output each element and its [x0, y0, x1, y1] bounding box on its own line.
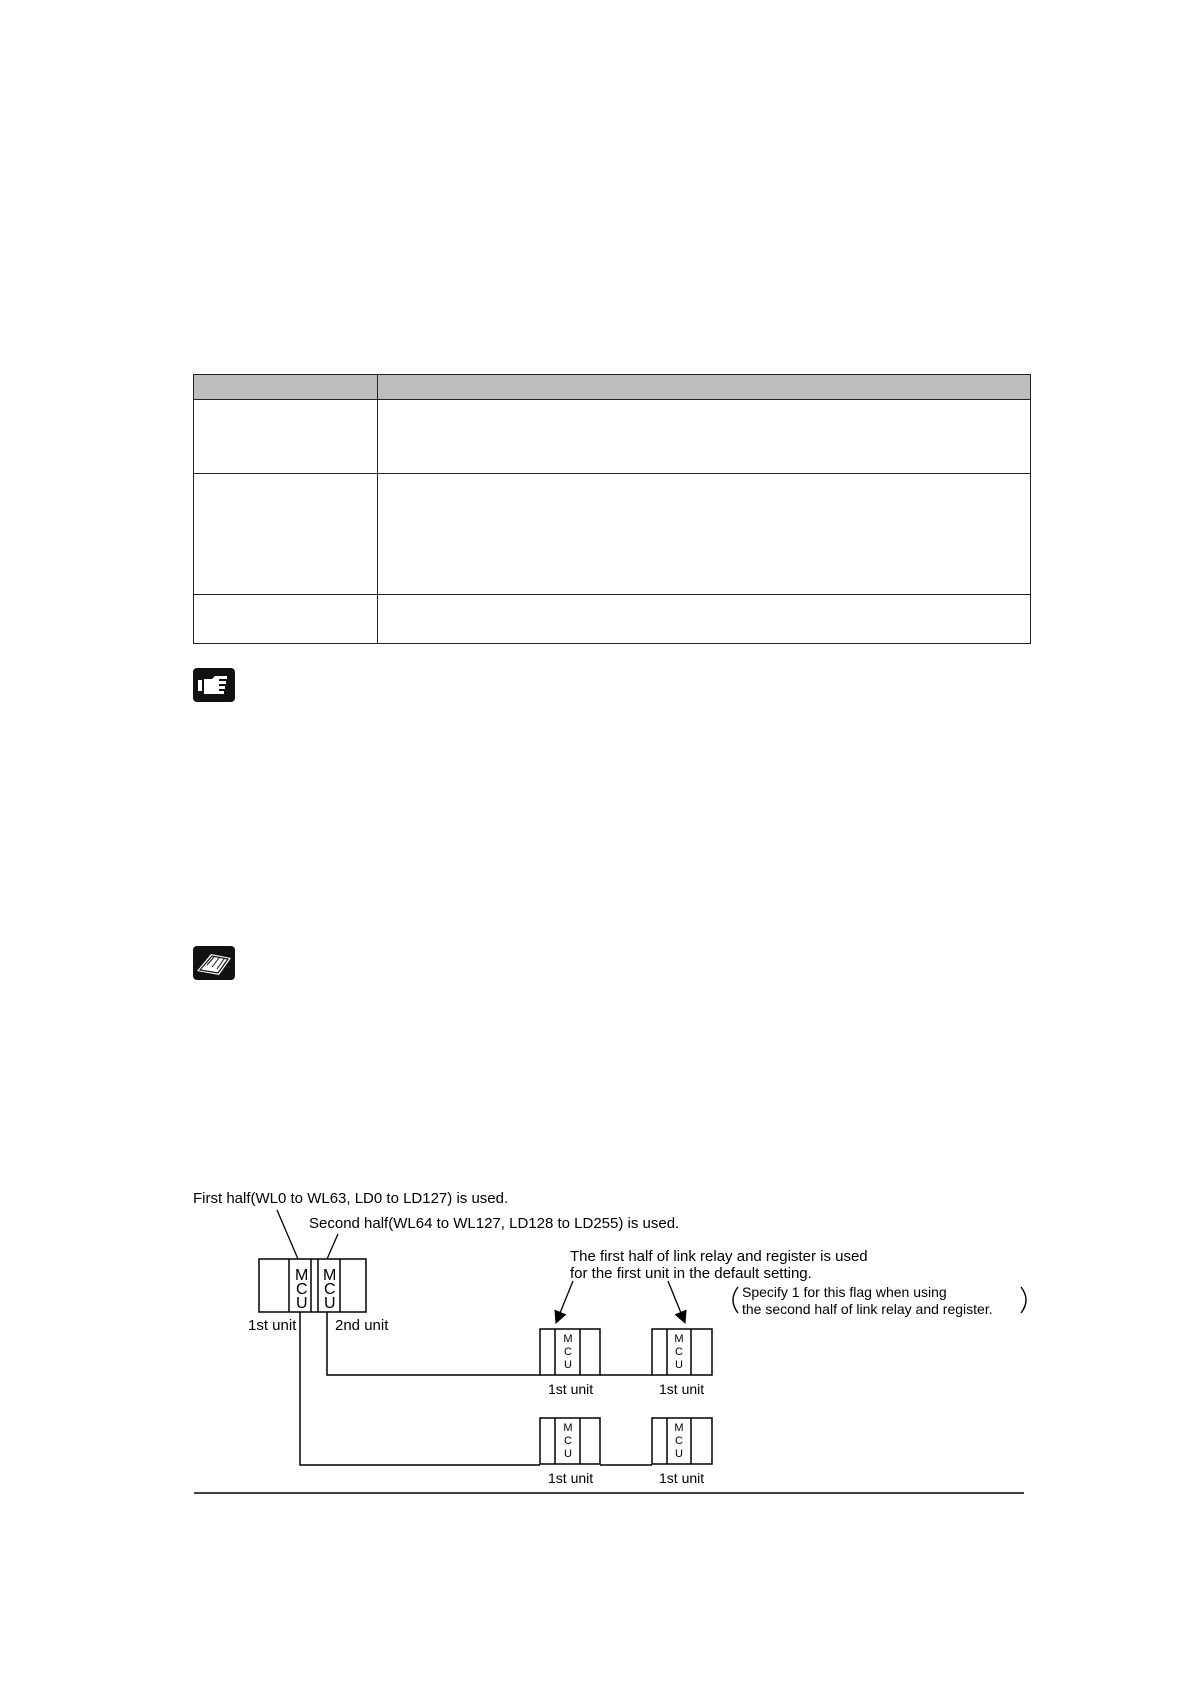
first-half-leader	[277, 1210, 298, 1259]
default-note-line1: The first half of link relay and register is used	[570, 1248, 868, 1265]
left-paren	[733, 1287, 738, 1313]
flag-note-line1: Specify 1 for this flag when using	[742, 1284, 947, 1300]
mcu-letter: C	[564, 1346, 572, 1358]
flag-note-line2: the second half of link relay and register.	[742, 1301, 993, 1317]
first-half-label: First half(WL0 to WL63, LD0 to LD127) is used.	[193, 1190, 509, 1207]
mcu-letter: C	[324, 1281, 336, 1298]
mcu-letter: M	[563, 1333, 573, 1345]
mcu-letter: U	[675, 1359, 683, 1371]
right-paren	[1021, 1287, 1026, 1313]
mcu-letter: M	[563, 1422, 573, 1434]
slave-unit-label: 1st unit	[659, 1470, 705, 1486]
mcu-letter: U	[564, 1359, 572, 1371]
arrow-to-second-unit	[668, 1281, 683, 1318]
network-line-lower	[300, 1312, 540, 1465]
mcu-letter: U	[324, 1295, 336, 1312]
slave-unit-label: 1st unit	[548, 1470, 594, 1486]
master-1st-unit-label: 1st unit	[248, 1317, 297, 1334]
master-2nd-unit-label: 2nd unit	[335, 1317, 389, 1334]
mcu-letter: C	[296, 1281, 308, 1298]
mcu-letter: C	[564, 1435, 572, 1447]
mcu-letter: U	[564, 1448, 572, 1460]
slave-unit-label: 1st unit	[548, 1381, 594, 1397]
default-note-line2: for the first unit in the default setting.	[570, 1265, 812, 1282]
mcu-letter: M	[323, 1267, 337, 1284]
mcu-letter: C	[675, 1346, 683, 1358]
second-half-label: Second half(WL64 to WL127, LD128 to LD255) is used.	[309, 1215, 680, 1232]
mcu-letter: M	[674, 1333, 684, 1345]
mcu-letter: U	[675, 1448, 683, 1460]
mcu-letter: M	[295, 1267, 309, 1284]
mcu-letter: C	[675, 1435, 683, 1447]
master-rack	[259, 1259, 366, 1312]
second-half-leader	[327, 1234, 338, 1259]
slave-unit-label: 1st unit	[659, 1381, 705, 1397]
mcu-letter: M	[674, 1422, 684, 1434]
mcu-letter: U	[296, 1295, 308, 1312]
arrow-to-first-unit	[558, 1281, 573, 1318]
